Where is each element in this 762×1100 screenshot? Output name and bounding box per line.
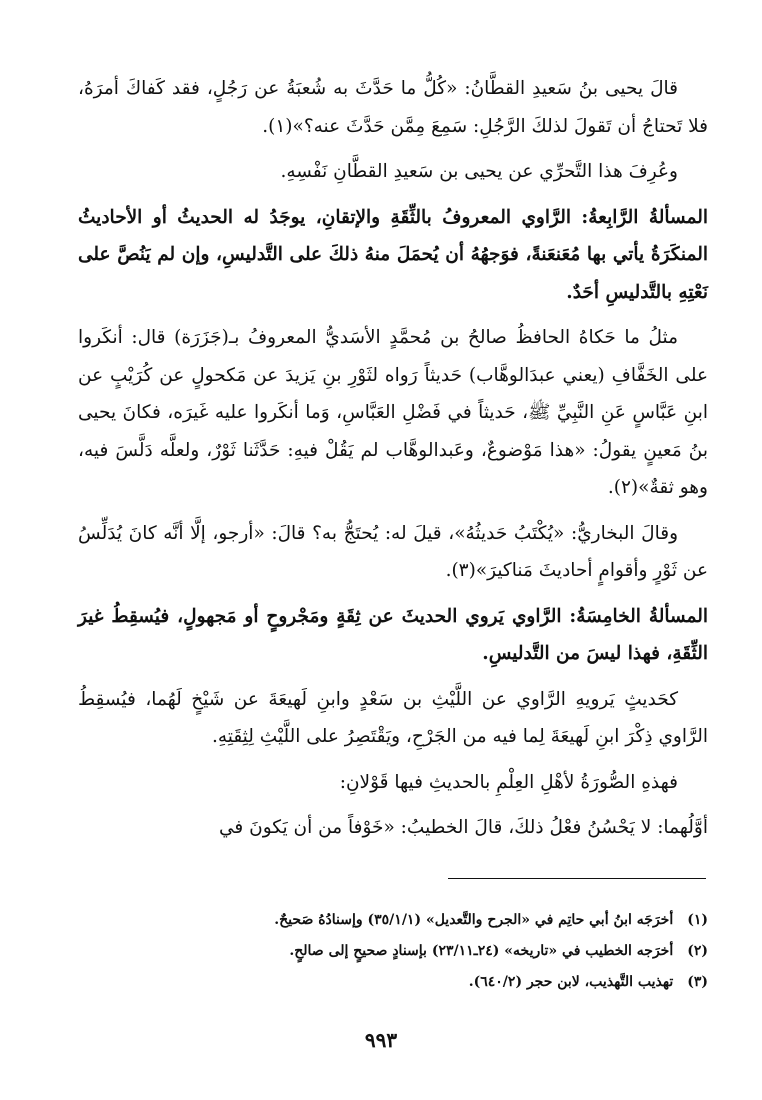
- footnotes: [78, 905, 708, 998]
- footnote-number: (٣): [687, 974, 708, 990]
- footnote-1: [78, 905, 708, 936]
- footnote-text: أخرَجَه ابنُ أبي حاتِم في «الجرح والتَّعديل» (٣٥/١/١) وإسنادُهُ صَحيحٌ.: [274, 912, 674, 928]
- footnote-text: أخرَجه الخطيب في «تاريخه» (٢٤ـ٢٣/١١) بإسنادٍ صحيحٍ إلى صالحٍ.: [289, 943, 674, 959]
- paragraph-bukhari: وقالَ البخاريُّ: «يُكْتَبُ حَديثُهُ»، قيلَ له: يُحتَجُّ به؟ قالَ: «أرجو، إلَّا أنَّه كانَ يُدَلِّسُ عن ثَوْرٍ وأقوامٍ أحاديثَ مَناكيرَ»(٣).: [78, 522, 708, 581]
- footnote-number: (٢): [687, 943, 708, 959]
- paragraph-two-opinions: فهذهِ الصُّورَةُ لأهْلِ العِلْمِ بالحديثِ فيها قَوْلانِ:: [339, 771, 678, 793]
- footnote-3: [78, 967, 708, 998]
- paragraph-layth-example: كحَديثٍ يَرويهِ الرَّاوي عن اللَّيْثِ بن سَعْدٍ وابنِ لَهيعَةَ عن شَيْخٍ لَهُما، فيُسقِطُ الرَّاوي ذِكْرَ ابنِ لَهيعَةَ لِما فيه من الجَرْحِ، ويَقْتَصِرُ على اللَّيْثِ لِثِقَتِهِ.: [78, 688, 708, 747]
- footnote-2: [78, 936, 708, 967]
- footnote-number: (١): [687, 912, 708, 928]
- paragraph-yahya-self: وعُرِفَ هذا التَّحرِّي عن يحيى بن سَعيدِ القطَّانِ نَفْسِهِ.: [280, 161, 678, 182]
- footnote-separator: [448, 878, 706, 879]
- issue-five-heading: المسألةُ الخامِسَةُ: الرَّاوي يَروي الحديثَ عن ثِقَةٍ ومَجْروحٍ أو مَجهولٍ، فيُسقِطُ غيرَ الثِّقَةِ، فهذا ليسَ من التَّدليسِ.: [78, 605, 708, 664]
- footnote-text: تهذيب التَّهذيب، لابن حجر (٦٤٠/٢).: [468, 974, 674, 990]
- issue-four-heading: المسألةُ الرَّابِعةُ: الرَّاوي المعروفُ بالثِّقَةِ والإتقانِ، يوجَدُ له الحديثُ أو الأحاديثُ المنكَرَةُ يأتي بها مُعَنعَنةً، فوَجهُهُ أن يُحمَلَ منهُ ذلكَ على التَّدليسِ، وإن لم يَنُصَّ على نَعْتِهِ بالتَّدليسِ أحَدٌ.: [78, 206, 708, 303]
- paragraph-yahya-quote: قالَ يحيى بنُ سَعيدِ القطَّانُ: «كُلُّ ما حَدَّثَ به شُعبَةُ عن رَجُلٍ، فقد كَفاكَ أمرَهُ، فلا تَحتاجُ أن تَقولَ لذلكَ الرَّجُلِ: سَمِعَ مِمَّن حَدَّثَ عنه؟»(١).: [78, 78, 708, 137]
- paragraph-salih-example: مثلُ ما حَكاهُ الحافظُ صالحُ بن مُحمَّدٍ الأسَديُّ المعروفُ بـ(جَزَرَة) قال: أنكَروا على الخَفَّافِ (يعني عبدَالوهَّاب) حَديثاً رَواه لثَوْرِ بنِ يَزيدَ عن مَكحولٍ عن كُرَيْبٍ عن ابنِ عَبَّاسٍ عَنِ النَّبِيِّ ﷺ، حَديثاً في فَضْلِ العَبَّاسِ، وَما أنكَروا عليه غَيرَه، فكانَ يحيى بنُ مَعينٍ يقولُ: «هذا مَوْضوعٌ، وعَبدالوهَّاب لم يَقُلْ فيهِ: حَدَّثَنا ثَوْرٌ، ولعلَّه دَلَّسَ فيه، وهو ثقةٌ»(٢).: [78, 327, 708, 498]
- page-number: ٩٩٣: [364, 1028, 398, 1052]
- paragraph-first-opinion: أوَّلُهما: لا يَحْسُنُ فعْلُ ذلكَ، قالَ الخطيبُ: «خَوْفاً من أن يَكونَ في: [218, 817, 708, 838]
- main-text: [78, 70, 708, 855]
